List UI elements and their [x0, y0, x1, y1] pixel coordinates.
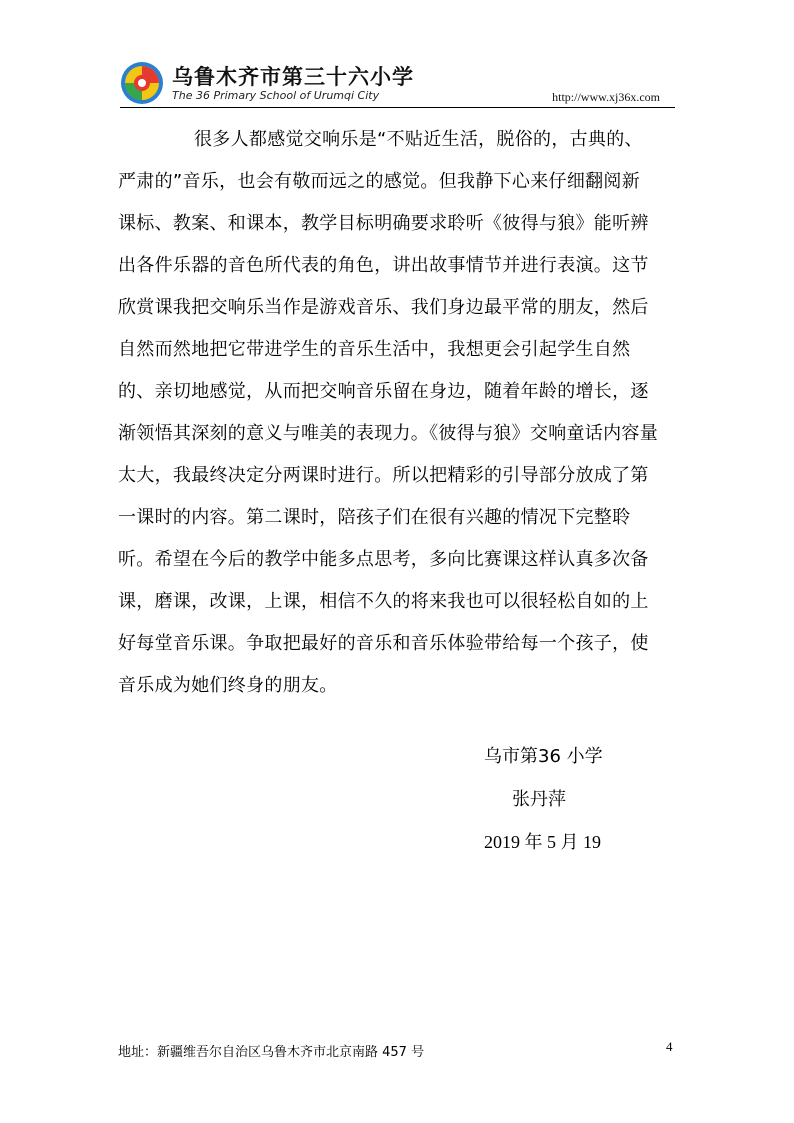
school-name-cn: 乌鲁木齐市第三十六小学	[172, 65, 414, 89]
school-name-en: The 36 Primary School of Urumqi City	[172, 89, 380, 102]
header-divider	[120, 107, 675, 108]
footer-address: 地址：新疆维吾尔自治区乌鲁木齐市北京南路 457 号	[118, 1045, 425, 1060]
signature-date: 2019 年 5 月 19	[484, 832, 601, 852]
body-line: 的、亲切地感觉，从而把交响音乐留在身边，随着年龄的增长，逐	[118, 381, 649, 402]
body-line: 听。希望在今后的教学中能多点思考，多向比赛课这样认真多次备	[118, 549, 649, 570]
body-text	[118, 119, 678, 707]
signature-school: 乌市第36 小学	[484, 746, 603, 767]
body-line: 欣赏课我把交响乐当作是游戏音乐、我们身边最平常的朋友，然后	[118, 297, 649, 318]
signature-author: 张丹萍	[512, 789, 566, 810]
body-line: 好每堂音乐课。争取把最好的音乐和音乐体验带给每一个孩子，使	[118, 633, 649, 654]
body-line: 课标、教案、和课本，教学目标明确要求聆听《彼得与狼》能听辨	[118, 213, 649, 234]
body-line: 太大，我最终决定分两课时进行。所以把精彩的引导部分放成了第	[118, 465, 649, 486]
body-line: 自然而然地把它带进学生的音乐生活中，我想更会引起学生自然	[118, 339, 631, 360]
website-url[interactable]: http://www.xj36x.com	[552, 90, 660, 104]
body-line: 音乐成为她们终身的朋友。	[118, 675, 338, 696]
body-line: 课，磨课，改课，上课，相信不久的将来我也可以很轻松自如的上	[118, 591, 649, 612]
page-header	[120, 58, 676, 108]
body-line: 渐领悟其深刻的意义与唯美的表现力。《彼得与狼》交响童话内容量	[118, 423, 658, 444]
body-line: 很多人都感觉交响乐是“不贴近生活，脱俗的，古典的、	[194, 129, 643, 150]
body-line: 出各件乐器的音色所代表的角色，讲出故事情节并进行表演。这节	[118, 255, 649, 276]
school-emblem-icon	[120, 61, 164, 105]
body-line: 严肃的”音乐，也会有敬而远之的感觉。但我静下心来仔细翻阅新	[118, 171, 641, 192]
body-line: 一课时的内容。第二课时，陪孩子们在很有兴趣的情况下完整聆	[118, 507, 631, 528]
page-number: 4	[666, 1039, 673, 1054]
